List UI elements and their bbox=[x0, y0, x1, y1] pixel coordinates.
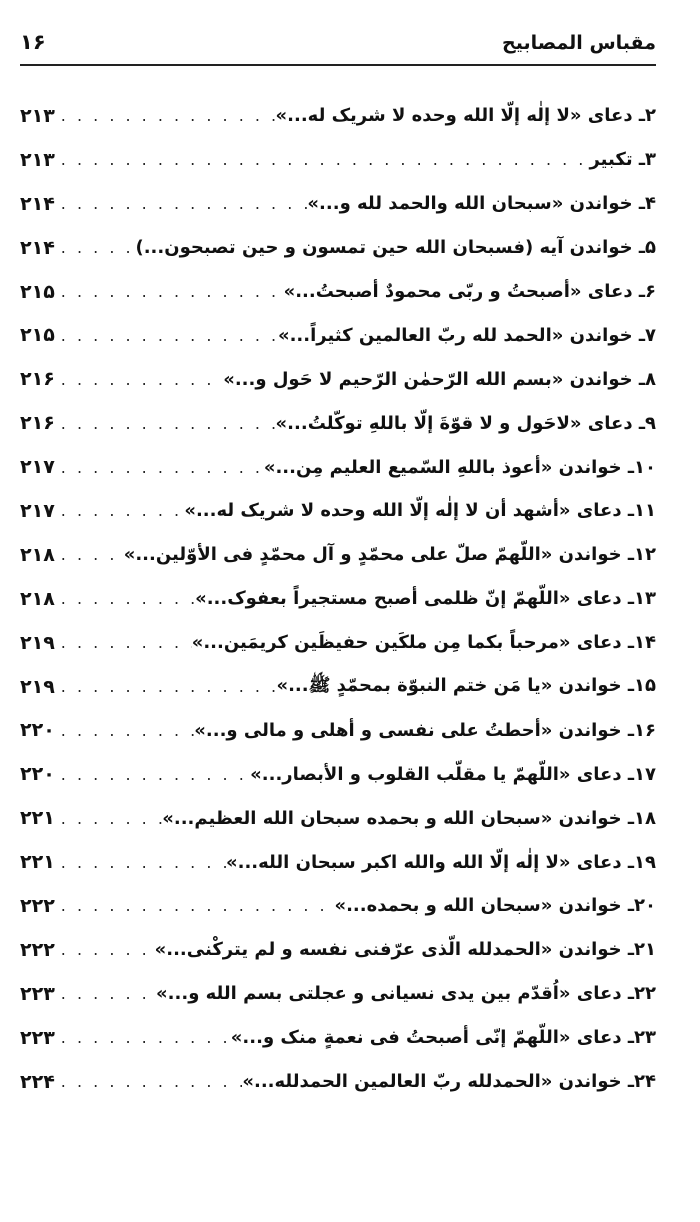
toc-entry-page: ۲۲۴ bbox=[20, 1070, 55, 1093]
toc-entry-page: ۲۱۵ bbox=[20, 324, 55, 347]
toc-entry bbox=[20, 489, 656, 533]
dot-leader bbox=[55, 896, 335, 915]
dot-leader bbox=[55, 853, 226, 872]
toc-entry bbox=[20, 1060, 656, 1104]
toc-entry bbox=[20, 182, 656, 226]
toc-entry-title: ۱۳ـ دعای «اللّهمّ إنّ ظلمی أصبح مستجیراً بعفوک...» bbox=[195, 588, 656, 610]
toc-entry-title: ۵ـ خواندن آیه (فسبحان الله حین تمسون و حین تصبحون...) bbox=[135, 237, 656, 259]
toc-entry-title: ۴ـ خواندن «سبحان الله والحمد لله و...» bbox=[307, 193, 656, 215]
dot-leader bbox=[55, 721, 194, 740]
toc-entry-page: ۲۱۴ bbox=[20, 236, 55, 259]
dot-leader bbox=[55, 1028, 231, 1047]
dot-leader bbox=[55, 414, 276, 433]
toc-entry bbox=[20, 708, 656, 752]
dot-leader bbox=[55, 677, 277, 696]
toc-entry-page: ۲۲۱ bbox=[20, 807, 55, 830]
toc-entry-page: ۲۲۳ bbox=[20, 982, 55, 1005]
toc-entry bbox=[20, 313, 656, 357]
dot-leader bbox=[55, 545, 124, 564]
toc-entry-title: ۲۴ـ خواندن «الحمدلله ربّ العالمین الحمدلله...» bbox=[242, 1071, 656, 1093]
toc-entry-title: ۱۱ـ دعای «أشهد أن لا إلٰه إلّا الله وحده لا شریک له...» bbox=[184, 500, 656, 522]
toc-entry-page: ۲۱۸ bbox=[20, 543, 55, 566]
toc-entry-page: ۲۱۷ bbox=[20, 456, 55, 479]
toc-entry-title: ۸ـ خواندن «بسم الله الرّحمٰن الرّحیم لا حَول و...» bbox=[223, 368, 656, 390]
toc-entry-title: ۳ـ تکبیر bbox=[589, 149, 656, 171]
toc-entry-page: ۲۱۶ bbox=[20, 368, 55, 391]
toc-entry bbox=[20, 665, 656, 709]
toc-entry-page: ۲۱۳ bbox=[20, 148, 55, 171]
toc-entry bbox=[20, 621, 656, 665]
toc-entry-title: ۲۱ـ خواندن «الحمدلله الّذی عرّفنی نفسه و لم یترکْنی...» bbox=[154, 939, 656, 961]
dot-leader bbox=[55, 458, 264, 477]
toc-entry-title: ۱۷ـ دعای «اللّهمّ یا مقلّب القلوب و الأبصار...» bbox=[250, 763, 656, 785]
toc-entry-title: ۱۴ـ دعای «مرحباً بکما مِن ملکَین حفیظَین کریمَین...» bbox=[191, 632, 656, 654]
table-of-contents bbox=[20, 94, 656, 1103]
toc-entry-page: ۲۱۵ bbox=[20, 280, 55, 303]
dot-leader bbox=[55, 194, 308, 213]
toc-entry bbox=[20, 884, 656, 928]
dot-leader bbox=[55, 940, 155, 959]
toc-entry bbox=[20, 928, 656, 972]
dot-leader bbox=[55, 106, 276, 125]
book-title: مقباس المصابیح bbox=[502, 32, 656, 54]
toc-entry-title: ۲۳ـ دعای «اللّهمّ إنّی أصبحتُ فی نعمةٍ منک و...» bbox=[230, 1027, 656, 1049]
dot-leader bbox=[55, 809, 162, 828]
dot-leader bbox=[55, 589, 195, 608]
toc-entry-page: ۲۱۶ bbox=[20, 412, 55, 435]
dot-leader bbox=[55, 633, 192, 652]
toc-entry-page: ۲۱۷ bbox=[20, 499, 55, 522]
toc-entry bbox=[20, 796, 656, 840]
toc-entry-page: ۲۱۹ bbox=[20, 675, 55, 698]
toc-entry bbox=[20, 445, 656, 489]
dot-leader bbox=[55, 1072, 243, 1091]
toc-entry-title: ۱۸ـ خواندن «سبحان الله و بحمده سبحان الله العظیم...» bbox=[162, 807, 656, 829]
toc-entry bbox=[20, 401, 656, 445]
toc-entry-title: ۲۰ـ خواندن «سبحان الله و بحمده...» bbox=[334, 895, 656, 917]
toc-entry-title: ۱۰ـ خواندن «أعوذ باللهِ السّمیع العلیم مِن...» bbox=[263, 456, 656, 478]
toc-entry-page: ۲۲۰ bbox=[20, 763, 55, 786]
toc-entry-title: ۲ـ دعای «لا إلٰه إلّا الله وحده لا شریک له...» bbox=[275, 105, 656, 127]
toc-entry-title: ۹ـ دعای «لاحَول و لا قوّةَ إلّا باللهِ توکّلتُ...» bbox=[275, 412, 656, 434]
toc-entry bbox=[20, 1016, 656, 1060]
toc-entry bbox=[20, 752, 656, 796]
dot-leader bbox=[55, 150, 590, 169]
dot-leader bbox=[55, 501, 185, 520]
toc-entry-title: ۶ـ دعای «أصبحتُ و ربّی محمودٌ أصبحتُ...» bbox=[283, 281, 656, 302]
toc-entry-title: ۱۶ـ خواندن «أحطتُ علی نفسی و أهلی و مالی و...» bbox=[194, 719, 656, 741]
toc-entry-title: ۱۵ـ خواندن «یا مَن ختم النبوّة بمحمّدٍ ﷺ...» bbox=[276, 674, 656, 696]
toc-entry-page: ۲۱۹ bbox=[20, 631, 55, 654]
toc-entry-page: ۲۲۱ bbox=[20, 851, 55, 874]
toc-entry-title: ۷ـ خواندن «الحمد لله ربّ العالمین کثیراً...» bbox=[277, 324, 656, 346]
toc-entry-page: ۲۱۴ bbox=[20, 192, 55, 215]
dot-leader bbox=[55, 326, 278, 345]
running-header bbox=[20, 30, 656, 66]
dot-leader bbox=[55, 282, 284, 301]
toc-entry bbox=[20, 972, 656, 1016]
toc-entry bbox=[20, 226, 656, 270]
dot-leader bbox=[55, 370, 223, 389]
toc-entry bbox=[20, 577, 656, 621]
toc-entry bbox=[20, 138, 656, 182]
dot-leader bbox=[55, 765, 250, 784]
toc-entry-page: ۲۲۰ bbox=[20, 719, 55, 742]
page-number: ۱۶ bbox=[20, 30, 46, 54]
dot-leader bbox=[55, 984, 156, 1003]
toc-entry-title: ۱۹ـ دعای «لا إلٰه إلّا الله والله اکبر سبحان الله...» bbox=[225, 851, 656, 873]
toc-entry bbox=[20, 270, 656, 314]
toc-entry-title: ۲۲ـ دعای «اُقدّم بین یدی نسیانی و عجلتی بسم الله و...» bbox=[156, 983, 656, 1005]
toc-entry-page: ۲۲۲ bbox=[20, 938, 55, 961]
toc-entry-page: ۲۲۲ bbox=[20, 894, 55, 917]
toc-entry-page: ۲۱۳ bbox=[20, 104, 55, 127]
dot-leader bbox=[55, 238, 136, 257]
toc-entry bbox=[20, 840, 656, 884]
toc-entry bbox=[20, 357, 656, 401]
toc-entry-title: ۱۲ـ خواندن «اللّهمّ صلّ علی محمّدٍ و آل محمّدٍ فی الأوّلین...» bbox=[123, 544, 656, 566]
toc-entry bbox=[20, 533, 656, 577]
toc-entry-page: ۲۲۳ bbox=[20, 1026, 55, 1049]
toc-entry bbox=[20, 94, 656, 138]
toc-entry-page: ۲۱۸ bbox=[20, 587, 55, 610]
